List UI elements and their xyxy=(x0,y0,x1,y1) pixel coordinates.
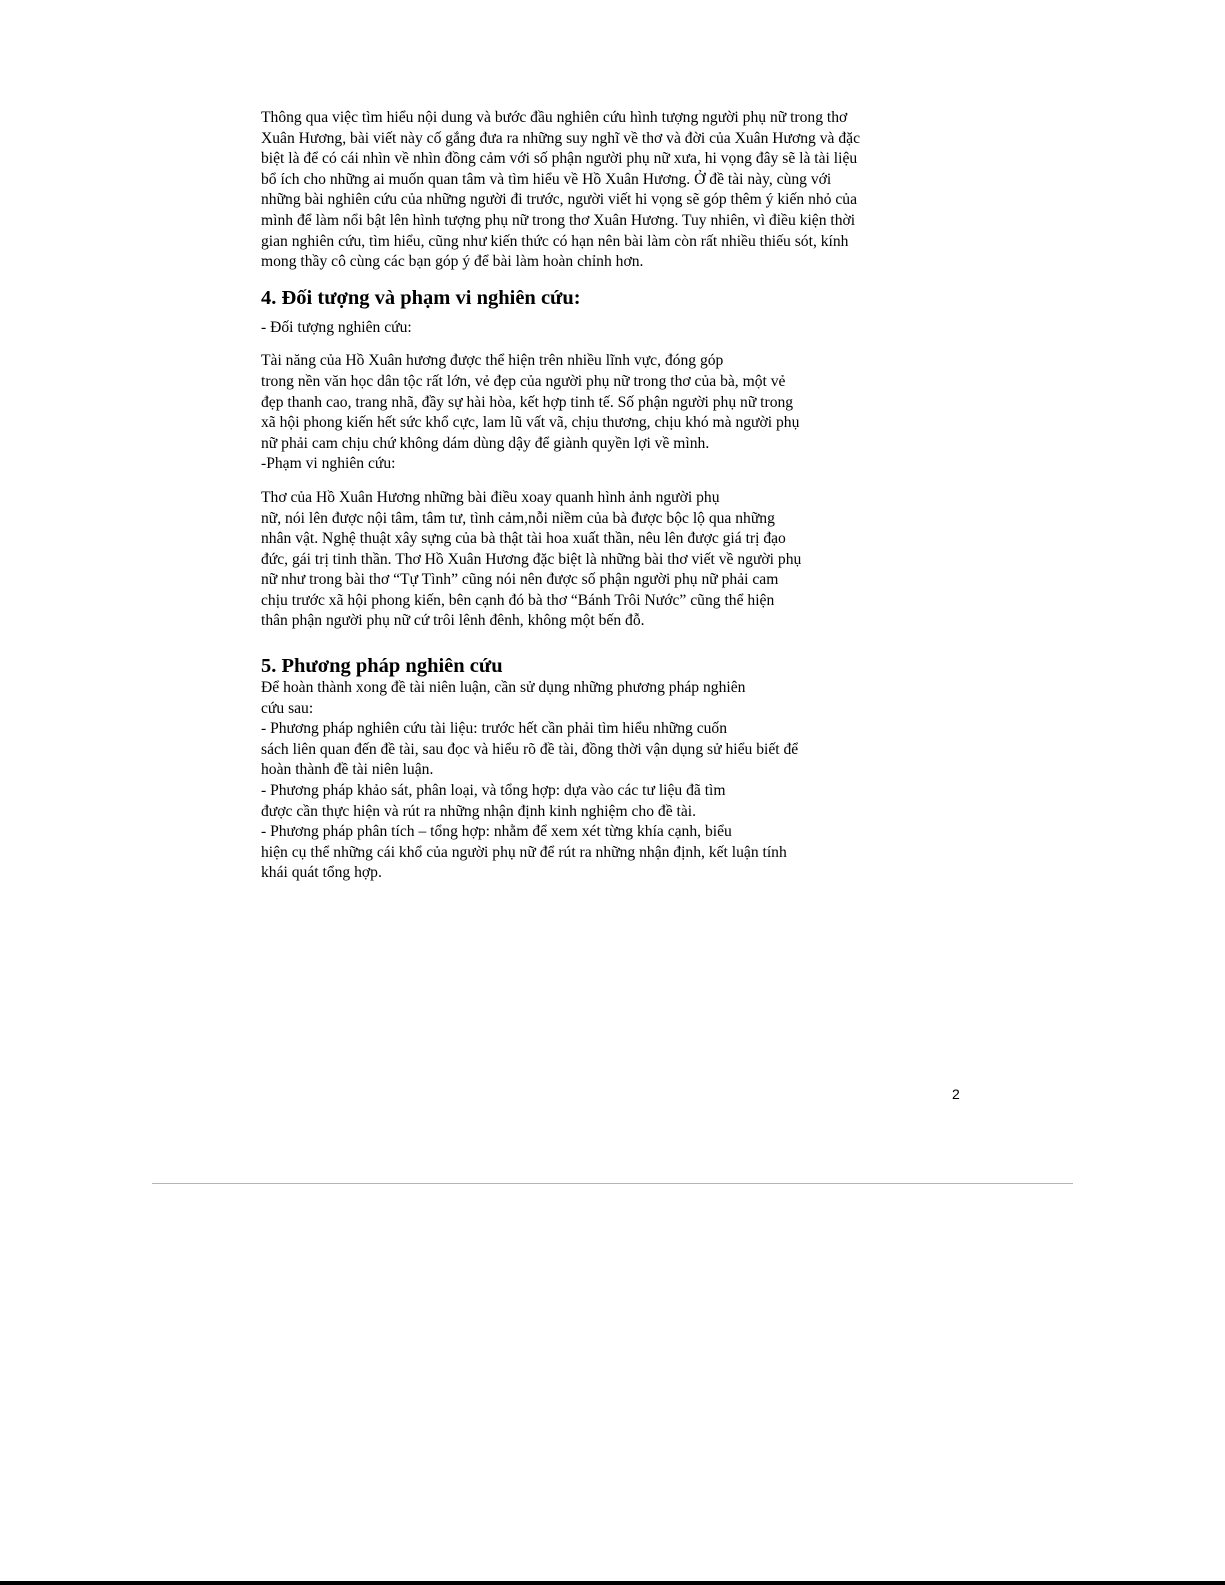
page-content xyxy=(261,108,961,884)
scope-label-paragraph xyxy=(261,454,961,475)
text-line: sách liên quan đến đề tài, sau đọc và hiểu rõ đề tài, đồng thời vận dụng sử hiểu biết để xyxy=(261,740,799,758)
text-line: trong nền văn học dân tộc rất lớn, vẻ đẹp của người phụ nữ trong thơ của bà, một vẻ xyxy=(261,372,786,390)
text-line: Để hoàn thành xong đề tài niên luận, cần sử dụng những phương pháp nghiên xyxy=(261,679,746,697)
text-line: - Phương pháp nghiên cứu tài liệu: trước hết cần phải tìm hiểu những cuốn xyxy=(261,720,728,738)
text-line: Tài năng của Hồ Xuân hương được thể hiện trên nhiều lĩnh vực, đóng góp xyxy=(261,352,724,370)
text-line: Thông qua việc tìm hiểu nội dung và bước đầu nghiên cứu hình tượng người phụ nữ trong thơ xyxy=(261,109,848,126)
section-4-heading: 4. Đối tượng và phạm vi nghiên cứu: xyxy=(261,286,581,309)
text-line: đẹp thanh cao, trang nhã, đầy sự hài hòa, kết hợp tinh tế. Số phận người phụ nữ trong xyxy=(261,393,794,411)
text-line: Xuân Hương, bài viết này cố gắng đưa ra những suy nghĩ về thơ và đời của Xuân Hương và đặc xyxy=(261,129,860,147)
text-line: xã hội phong kiến hết sức khổ cực, lam lũ vất vã, chịu thương, chịu khó mà người phụ xyxy=(261,414,800,432)
intro-paragraph xyxy=(261,108,961,273)
text-line: cứu sau: xyxy=(261,699,314,717)
text-line: mình để làm nổi bật lên hình tượng phụ nữ trong thơ Xuân Hương. Tuy nhiên, vì điều kiện thời xyxy=(261,211,856,229)
text-line: đức, gái trị tinh thần. Thơ Hồ Xuân Hương đặc biệt là những bài thơ viết về người phụ xyxy=(261,550,802,568)
text-line: khái quát tổng hợp. xyxy=(261,864,382,882)
text-line: biệt là để có cái nhìn về nhìn đồng cảm với số phận người phụ nữ xưa, hi vọng đây sẽ là tài liệu xyxy=(261,150,858,168)
text-line: hiện cụ thể những cái khổ của người phụ nữ để rút ra những nhận định, kết luận tính xyxy=(261,843,787,861)
scope-paragraph xyxy=(261,488,961,632)
text-line: bổ ích cho những ai muốn quan tâm và tìm hiểu về Hồ Xuân Hương. Ở đề tài này, cùng với xyxy=(261,170,832,188)
subject-paragraph xyxy=(261,351,961,454)
section-5-heading: 5. Phương pháp nghiên cứu xyxy=(261,655,503,678)
text-line: nhân vật. Nghệ thuật xây sựng của bà thật tài hoa xuất thần, nêu lên được giá trị đạo xyxy=(261,530,786,548)
text-line: thân phận người phụ nữ cứ trôi lênh đênh, không một bến đỗ. xyxy=(261,612,645,630)
text-line: hoàn thành đề tài niên luận. xyxy=(261,761,434,779)
text-line: nữ, nói lên được nội tâm, tâm tư, tình cảm,nỗi niềm của bà được bộc lộ qua những xyxy=(261,509,775,527)
text-line: mong thầy cô cùng các bạn góp ý để bài làm hoàn chỉnh hơn. xyxy=(261,253,644,271)
text-line: - Phương pháp khảo sát, phân loại, và tổng hợp: dựa vào các tư liệu đã tìm xyxy=(261,782,726,800)
text-line: chịu trước xã hội phong kiến, bên cạnh đó bà thơ “Bánh Trôi Nước” cũng thể hiện xyxy=(261,591,775,609)
text-line: những bài nghiên cứu của những người đi trước, người viết hi vọng sẽ góp thêm ý kiến nhỏ của xyxy=(261,191,858,209)
text-line: nữ phải cam chịu chứ không dám dùng dậy để giành quyền lợi về mình. xyxy=(261,434,710,452)
subject-label: - Đối tượng nghiên cứu: xyxy=(261,318,412,336)
text-line: được cần thực hiện và rút ra những nhận định kinh nghiệm cho đề tài. xyxy=(261,802,697,820)
page-bottom-edge xyxy=(0,1581,1225,1585)
page-divider xyxy=(152,1183,1073,1184)
scope-label: -Phạm vi nghiên cứu: xyxy=(261,455,396,473)
methods-paragraph xyxy=(261,678,961,884)
page-number: 2 xyxy=(952,1086,960,1102)
text-line: - Phương pháp phân tích – tổng hợp: nhằm để xem xét từng khía cạnh, biểu xyxy=(261,823,732,841)
subject-label-paragraph xyxy=(261,318,961,339)
text-line: gian nghiên cứu, tìm hiểu, cũng như kiến thức có hạn nên bài làm còn rất nhiều thiếu sót, kính xyxy=(261,232,849,250)
text-line: nữ như trong bài thơ “Tự Tình” cũng nói nên được số phận người phụ nữ phải cam xyxy=(261,571,779,589)
text-line: Thơ của Hồ Xuân Hương những bài điều xoay quanh hình ảnh người phụ xyxy=(261,488,720,506)
